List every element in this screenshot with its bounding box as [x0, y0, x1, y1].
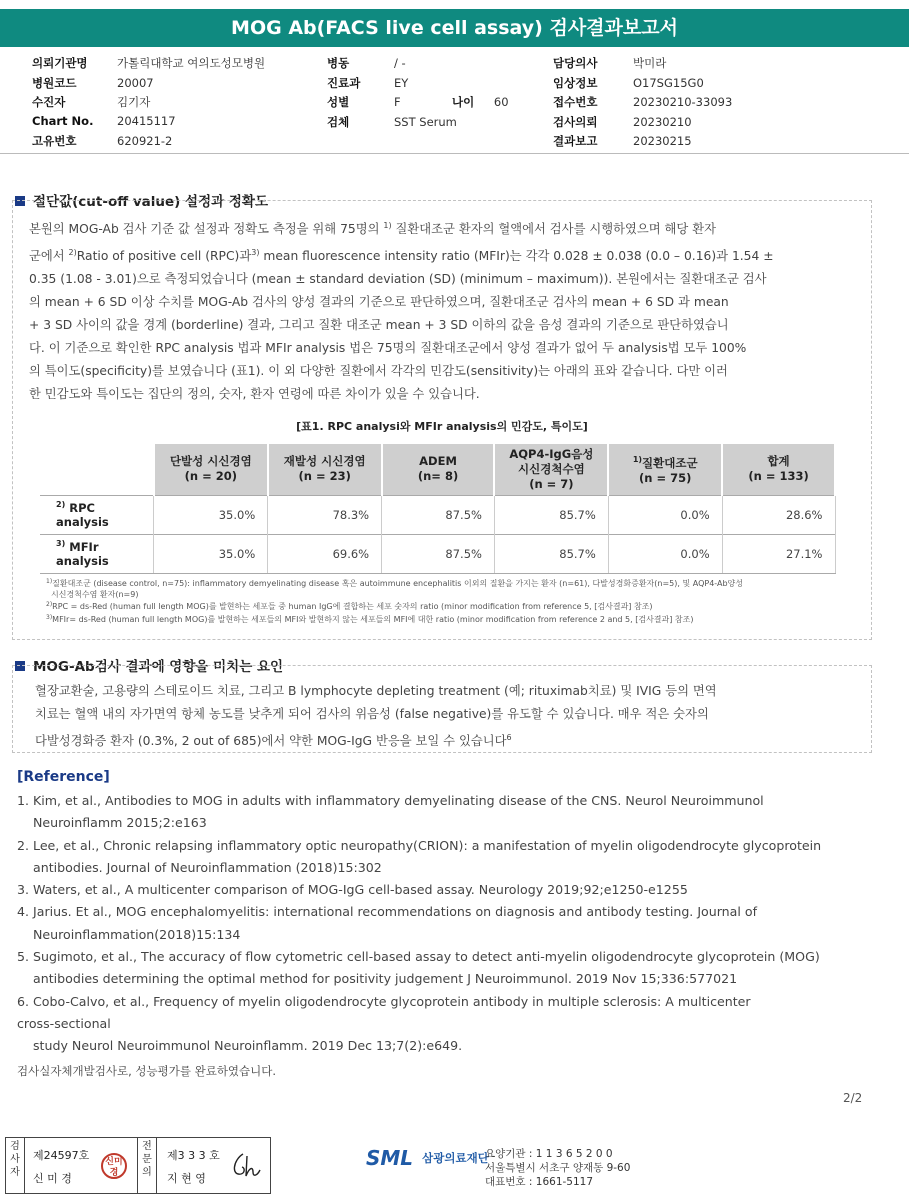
col-header-line: (n = 7)	[529, 476, 574, 491]
text-run: 의 mean + 6 SD 이상 수치를 MOG-Ab 검사의 양성 결과의 기준으로 판단하였으며, 질환대조군 검사의 mean + 6 SD 과 mean	[29, 295, 729, 309]
info-label: 병동	[327, 56, 350, 70]
info-value: 박미라	[633, 56, 667, 70]
info-row	[32, 133, 265, 153]
paragraph-line	[29, 214, 774, 241]
report-title: MOG Ab(FACS live cell assay) 검사결과보고서	[0, 9, 909, 47]
reviewer-cell	[157, 1138, 270, 1193]
col-header-line: (n = 133)	[748, 469, 809, 484]
footnote-marker: 2)	[46, 601, 53, 608]
info-value: / -	[394, 56, 406, 70]
reviewer-label: 전문의	[138, 1138, 157, 1193]
tester-label: 검사자	[6, 1138, 25, 1193]
col-header-line: 합계	[767, 454, 790, 469]
patient-info-col-1	[32, 55, 265, 153]
reference-line: Neuroinflammation(2018)15:134	[33, 926, 241, 942]
info-value: SST Serum	[394, 114, 457, 129]
section2-heading: MOG-Ab검사 결과에 영향을 미치는 요인	[15, 655, 283, 675]
reference-line: 3. Waters, et al., A multicenter comparison of MOG-IgG cell-based assay. Neurology 2019;92;e1250-e1255	[17, 882, 688, 898]
reference-line: 5. Sugimoto, et al., The accuracy of flow cytometric cell-based assay to detect anti-myelin oligodendrocyte glycoprotein (MOG)	[17, 949, 820, 965]
col-header-line: 단발성 시신경염	[169, 454, 252, 469]
paragraph-line	[29, 383, 774, 406]
reference-line: 1. Kim, et al., Antibodies to MOG in adults with inflammatory demyelinating disease of the CNS. Neurol Neuroimmunol	[17, 793, 764, 808]
footnote-marker: 3)	[46, 613, 53, 621]
info-row	[327, 94, 457, 114]
tester-cell	[25, 1138, 138, 1193]
table-col-header	[382, 444, 495, 495]
footnote	[46, 590, 743, 601]
reference-line: Neuroinflamm 2015;2:e163	[33, 815, 207, 831]
text-run: 군에서	[29, 249, 69, 263]
footnote	[46, 600, 743, 613]
table-cell: 78.3%	[268, 495, 382, 534]
paragraph-line	[29, 360, 774, 383]
table1-caption: [표1. RPC analysi와 MFIr analysis의 민감도, 특이도]	[296, 420, 588, 433]
paragraph-line	[29, 268, 774, 291]
footnote-marker: 3)	[56, 539, 66, 548]
info-label: 검사의뢰	[553, 114, 598, 129]
col-header-line: (n = 75)	[639, 471, 692, 486]
info-label: 고유번호	[32, 134, 77, 148]
row-header	[40, 495, 154, 534]
signature-box	[5, 1137, 271, 1194]
table-cell: 0.0%	[608, 495, 722, 534]
info-value: 가톨릭대학교 여의도성모병원	[117, 56, 266, 70]
info-value: EY	[394, 75, 409, 90]
info-label: 접수번호	[553, 95, 598, 109]
info-label: 임상정보	[553, 75, 598, 90]
footnote-text: 질환대조군 (disease control, n=75): inflammatory demyelinating disease 혹은 autoimmune encephalitis 이외의 질환을 가지는 환자 (n=61), 다발성경화증환자(n=5), 및 AQP4-Ab양성	[52, 579, 743, 588]
row-label: MFIr analysis	[56, 540, 109, 568]
info-row	[327, 55, 457, 75]
col-header-line: 시신경척수염	[518, 461, 585, 476]
info-row	[553, 75, 732, 95]
paragraph-line	[29, 241, 774, 268]
section2-paragraph	[35, 680, 717, 753]
info-row	[327, 114, 457, 134]
table-col-header	[154, 444, 268, 495]
reference-line: 6. Cobo-Calvo, et al., Frequency of myelin oligodendrocyte glycoprotein antibody in multiple sclerosis: A multicenter	[17, 993, 751, 1009]
text-run: 다발성경화증 환자 (0.3%, 2 out of 685)에서 약한 MOG-IgG 반응을 보일 수 있습니다	[35, 734, 507, 748]
table-cell: 87.5%	[382, 534, 495, 573]
footnote-marker: 1)	[632, 455, 643, 465]
col-header-line: 질환대조군	[642, 456, 698, 471]
footnote-marker: 3)	[251, 248, 260, 257]
reference-line: study Neurol Neuroimmunol Neuroinflamm. 2019 Dec 13;7(2):e649.	[33, 1038, 463, 1054]
reference-line: 2. Lee, et al., Chronic relapsing inflammatory optic neuropathy(CRION): a manifestation of myelin oligodendrocyte glycoprotein	[17, 837, 822, 853]
col-header-line: ADEM	[419, 454, 457, 469]
text-run: 본원의 MOG-Ab 검사 기준 값 설정과 정확도 측정을 위해 75명의	[29, 222, 384, 236]
footnote-marker: 6	[506, 733, 512, 742]
text-run: 치료는 혈액 내의 자가면역 항체 농도를 낮추게 되어 검사의 위음성 (false negative)를 유도할 수 있습니다. 매우 적은 숫자의	[35, 707, 709, 721]
text-run: 질환대조군 환자의 혈액에서 검사를 시행하였으며 해당 환자	[391, 222, 716, 236]
reference-line: cross-sectional	[17, 1015, 111, 1031]
text-run: 의 특이도(specificity)를 보였습니다 (표1). 이 외 다양한 질환에서 각각의 민감도(sensitivity)는 아래의 표와 같습니다. 다만 이러	[29, 364, 728, 378]
page-number: 2/2	[843, 1091, 863, 1105]
info-row	[553, 94, 732, 114]
info-value: 20415117	[117, 113, 176, 128]
info-label: 검체	[327, 114, 350, 129]
tester-license: 제24597호	[33, 1149, 90, 1162]
reference-line: 검사실자체개발검사로, 성능평가를 완료하였습니다.	[17, 1063, 277, 1078]
info-label: 의뢰기관명	[32, 56, 88, 70]
signature-icon	[229, 1150, 263, 1182]
reviewer-license: 제3 3 3 호	[167, 1149, 220, 1162]
info-value: 20230210-33093	[633, 95, 733, 109]
reference-line: 4. Jarius. Et al., MOG encephalomyelitis: international recommendations on diagnosis and antibody testing. Journal of	[17, 904, 758, 920]
text-run: + 3 SD 사이의 값을 경계 (borderline) 결과, 그리고 질환 대조군 mean + 3 SD 이하의 값을 음성 결과의 기준으로 판단하였습니	[29, 318, 729, 332]
col-header-line: (n= 8)	[417, 469, 459, 484]
org-name: 삼광의료재단	[422, 1151, 489, 1165]
table-cell: 69.6%	[268, 534, 382, 573]
seal-stamp-icon: 신미경	[101, 1153, 127, 1179]
footnote	[46, 577, 743, 590]
org-logo	[366, 1146, 489, 1170]
table-cell: 35.0%	[154, 495, 268, 534]
footnote-text: 시신경척수염 환자(n=9)	[51, 589, 139, 599]
info-label: 병원코드	[32, 75, 77, 90]
table-footnotes	[46, 577, 743, 625]
lab-phone: 대표번호 : 1661-5117	[485, 1176, 594, 1188]
patient-info-col-2	[327, 55, 457, 133]
tester-name: 신 미 경	[33, 1172, 72, 1185]
row-label: RPC analysis	[56, 501, 109, 529]
age-field	[452, 55, 509, 114]
info-row	[327, 75, 457, 95]
info-row	[32, 55, 265, 75]
info-value: 김기자	[117, 95, 151, 109]
references-heading: [Reference]	[17, 769, 110, 785]
row-header	[40, 534, 154, 573]
footnote-text: MFIr= ds-Red (human full length MOG)를 발현하는 세포들의 MFI와 발현하지 않는 세포들의 MFI에 대한 ratio (minor modification from reference 2 and 5, [검사결과] 참조)	[52, 614, 694, 624]
sensitivity-table	[40, 444, 836, 574]
table-cell: 87.5%	[382, 495, 495, 534]
info-value: 20007	[117, 75, 154, 90]
text-run: 0.35 (1.08 - 3.01)으로 측정되었습니다 (mean ± standard deviation (SD) (minimum – maximum)). 본원에서는 질환대조군 검사	[29, 272, 767, 286]
table-cell: 35.0%	[154, 534, 268, 573]
section1-paragraph	[29, 214, 774, 406]
reference-line: antibodies. Journal of Neuroinflammation (2018)15:302	[33, 859, 382, 875]
references	[17, 767, 821, 1082]
paragraph-line	[29, 314, 774, 337]
sml-logo-icon: SML	[366, 1146, 414, 1170]
reference-line: antibodies determining the optimal method for positivity judgement J Neuroimmunol. 2019 Nov 15;336:577021	[33, 971, 738, 987]
age-label: 나이	[452, 95, 475, 109]
info-row	[32, 114, 265, 134]
info-label: 담당의사	[553, 56, 598, 70]
section1-heading: 절단값(cut-off value) 설정과 정확도	[15, 190, 268, 210]
table-cell: 27.1%	[722, 534, 835, 573]
table-cell: 28.6%	[722, 495, 835, 534]
paragraph-line	[35, 680, 717, 703]
info-label: 성별	[327, 95, 350, 109]
text-run: 혈장교환술, 고용량의 스테로이드 치료, 그리고 B lymphocyte depleting treatment (예; rituximab치료) 및 IVIG 등의 면역	[35, 684, 717, 698]
col-header-line: 재발성 시신경염	[283, 454, 366, 469]
info-row	[553, 133, 732, 153]
info-value: O17SG15G0	[633, 75, 704, 90]
text-run: 다. 이 기준으로 확인한 RPC analysis 법과 MFIr analysis 법은 75명의 질환대조군에서 양성 결과가 없어 두 analysis법 모두 100%	[29, 341, 747, 355]
text-run: 한 민감도와 특이도는 집단의 정의, 숫자, 환자 연령에 따른 차이가 있을 수 있습니다.	[29, 387, 480, 401]
info-label: 진료과	[327, 75, 361, 90]
table-col-header	[722, 444, 835, 495]
info-label: Chart No.	[32, 113, 94, 128]
paragraph-line	[35, 703, 717, 726]
header-divider	[0, 153, 909, 154]
table-col-header	[608, 444, 722, 495]
info-row	[553, 55, 732, 75]
table-row	[40, 495, 835, 534]
paragraph-line	[35, 726, 717, 753]
col-header-line: AQP4-IgG음성	[509, 446, 594, 461]
info-value: 620921-2	[117, 134, 173, 148]
info-label: 결과보고	[553, 134, 598, 148]
col-header-line: (n = 20)	[184, 469, 238, 484]
table-cell: 85.7%	[494, 495, 608, 534]
paragraph-line	[29, 337, 774, 360]
footnote-marker: 1)	[383, 221, 392, 230]
footnote-marker: 1)	[46, 578, 53, 585]
table-row	[40, 534, 835, 573]
reviewer-name: 지 현 영	[167, 1172, 206, 1185]
footnote-marker: 2)	[56, 500, 66, 509]
footnote-text: RPC = ds-Red (human full length MOG)를 발현하는 세포들 중 human IgG에 결합하는 세포 숫자의 ratio (minor modification from reference 5, [검사결과] 참조)	[52, 602, 653, 611]
table-cell: 85.7%	[494, 534, 608, 573]
footnote	[46, 613, 743, 626]
info-row	[553, 114, 732, 134]
info-value: 20230210	[633, 114, 692, 129]
info-row	[32, 75, 265, 95]
paragraph-line	[29, 291, 774, 314]
table-col-header	[494, 444, 608, 495]
age-value: 60	[493, 95, 509, 109]
col-header-line: (n = 23)	[298, 469, 351, 484]
text-run: mean fluorescence intensity ratio (MFIr)는 각각 0.028 ± 0.038 (0.0 – 0.16)과 1.54 ±	[259, 249, 774, 263]
table-col-header	[268, 444, 382, 495]
info-row	[32, 94, 265, 114]
table-cell: 0.0%	[608, 534, 722, 573]
text-run: Ratio of positive cell (RPC)과	[76, 249, 252, 263]
info-label: 수진자	[32, 95, 66, 109]
footnote-marker: 2)	[68, 248, 77, 257]
patient-info-col-3	[553, 55, 732, 153]
lab-info	[485, 1147, 630, 1189]
lab-code: 요양기관 : 1 1 3 6 5 2 0 0	[485, 1148, 613, 1160]
info-value: 20230215	[633, 134, 692, 148]
lab-address: 서울특별시 서초구 양재동 9-60	[485, 1162, 631, 1174]
patient-info-block	[0, 55, 909, 150]
info-value: F	[394, 95, 401, 109]
